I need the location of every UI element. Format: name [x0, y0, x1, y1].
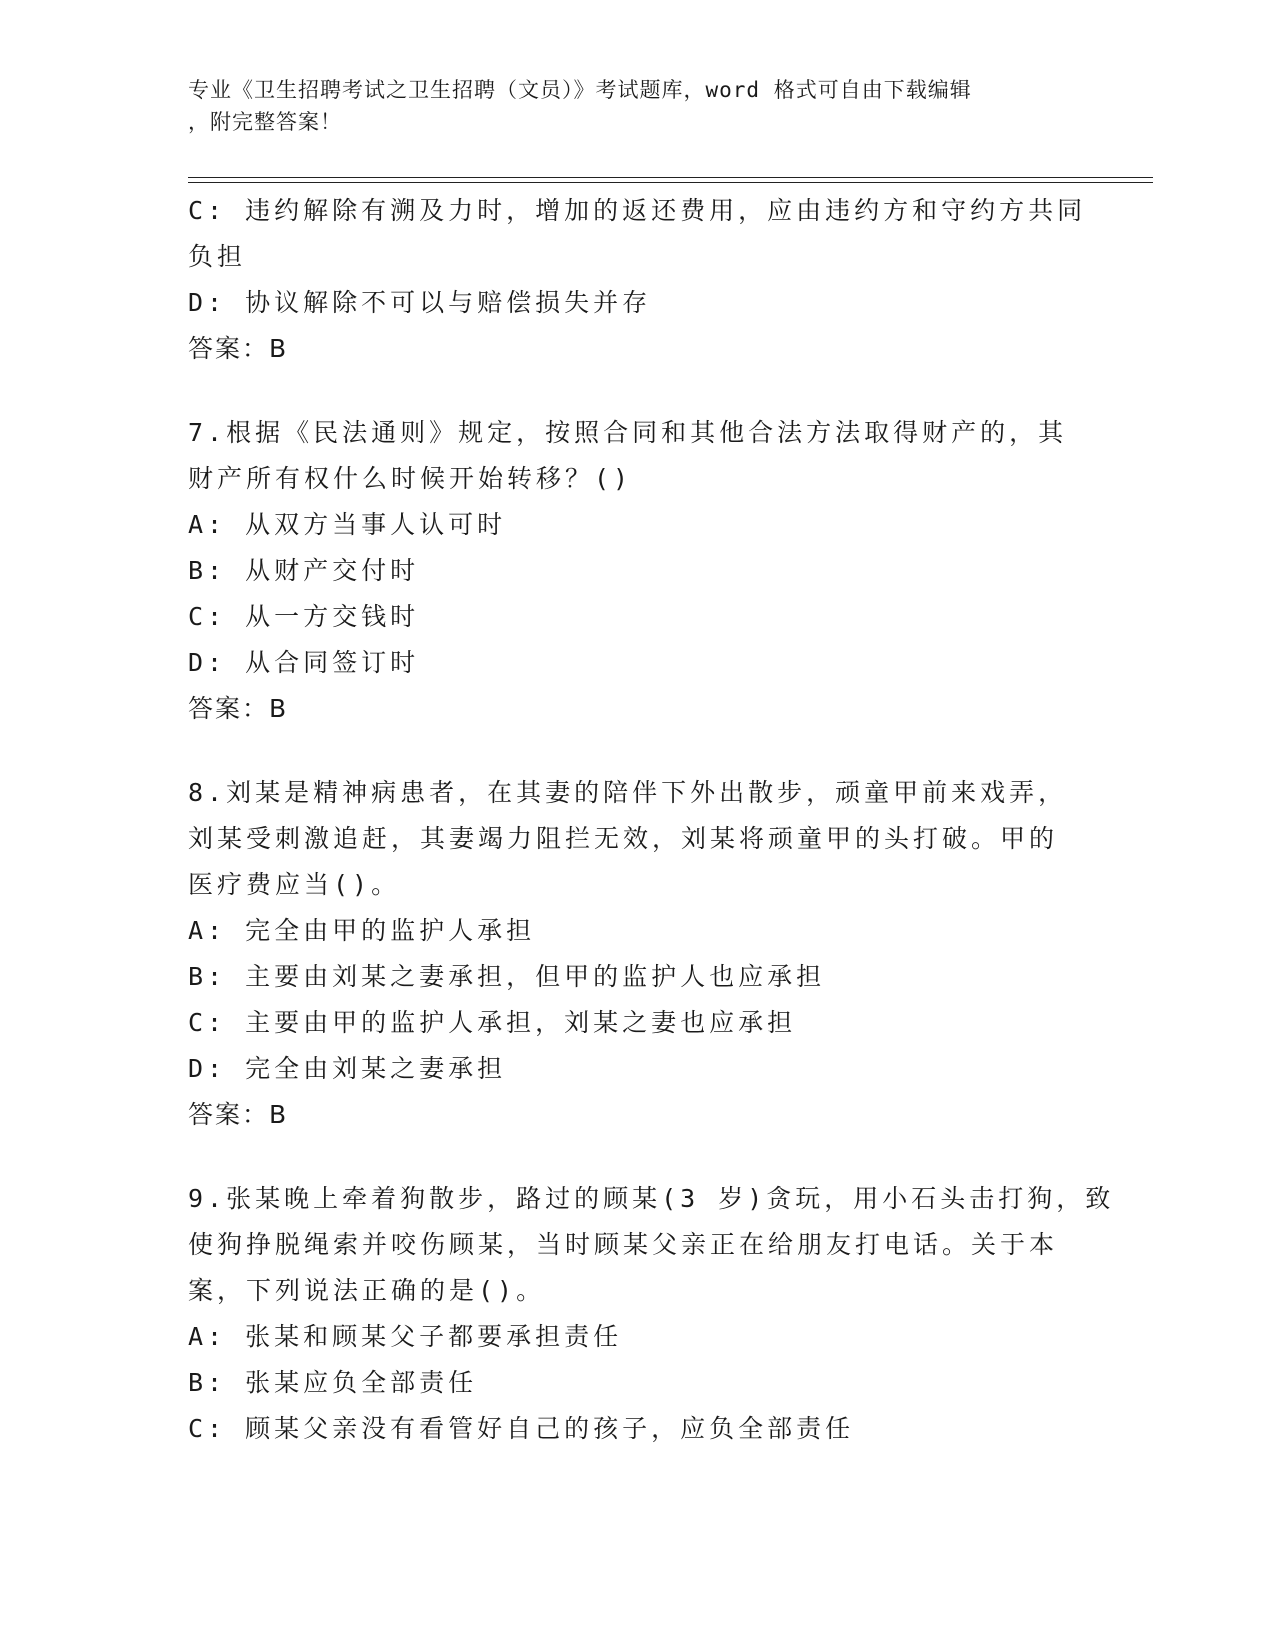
option-c-continued: 负担: [188, 242, 247, 271]
option-a: A: 完全由甲的监护人承担: [188, 916, 536, 945]
question-9: [188, 1176, 1115, 1452]
answer-line: 答案：B: [188, 694, 289, 723]
question-stem-line: 9.张某晚上牵着狗散步，路过的顾某(3 岁)贪玩，用小石头击打狗，致: [188, 1184, 1115, 1213]
spacer: [188, 1138, 1088, 1176]
option-c: C: 违约解除有溯及力时，增加的返还费用，应由违约方和守约方共同: [188, 196, 1087, 225]
header-divider-bottom: [188, 182, 1153, 183]
option-d: D: 从合同签订时: [188, 648, 420, 677]
option-d: D: 完全由刘某之妻承担: [188, 1054, 507, 1083]
option-c: C: 顾某父亲没有看管好自己的孩子，应负全部责任: [188, 1414, 855, 1443]
spacer: [188, 372, 1088, 410]
option-b: B: 从财产交付时: [188, 556, 420, 585]
header-line-1: 专业《卫生招聘考试之卫生招聘（文员）》考试题库，word 格式可自由下载编辑: [188, 78, 972, 102]
question-stem-line: 刘某受刺激追赶，其妻竭力阻拦无效，刘某将顽童甲的头打破。甲的: [188, 824, 1059, 853]
question-stem-line: 案，下列说法正确的是()。: [188, 1276, 546, 1305]
document-header: [188, 74, 1068, 138]
question-stem-line: 财产所有权什么时候开始转移？(): [188, 464, 633, 493]
option-a: A: 从双方当事人认可时: [188, 510, 507, 539]
question-stem-line: 使狗挣脱绳索并咬伤顾某，当时顾某父亲正在给朋友打电话。关于本: [188, 1230, 1059, 1259]
option-c: C: 主要由甲的监护人承担，刘某之妻也应承担: [188, 1008, 797, 1037]
question-stem-line: 8.刘某是精神病患者，在其妻的陪伴下外出散步，顽童甲前来戏弄，: [188, 778, 1068, 807]
answer-line: 答案：B: [188, 334, 289, 363]
header-divider-top: [188, 177, 1153, 178]
answer-line: 答案：B: [188, 1100, 289, 1129]
question-stem-line: 7.根据《民法通则》规定，按照合同和其他合法方法取得财产的，其: [188, 418, 1068, 447]
option-b: B: 主要由刘某之妻承担，但甲的监护人也应承担: [188, 962, 826, 991]
question-content: [188, 188, 1115, 1452]
option-c: C: 从一方交钱时: [188, 602, 420, 631]
spacer: [188, 732, 1088, 770]
option-d: D: 协议解除不可以与赔偿损失并存: [188, 288, 652, 317]
carryover-block: [188, 188, 1088, 372]
header-line-2: ，附完整答案！: [188, 110, 342, 134]
option-a: A: 张某和顾某父子都要承担责任: [188, 1322, 623, 1351]
question-8: [188, 770, 1088, 1138]
option-b: B: 张某应负全部责任: [188, 1368, 478, 1397]
question-7: [188, 410, 1088, 732]
question-stem-line: 医疗费应当()。: [188, 870, 401, 899]
